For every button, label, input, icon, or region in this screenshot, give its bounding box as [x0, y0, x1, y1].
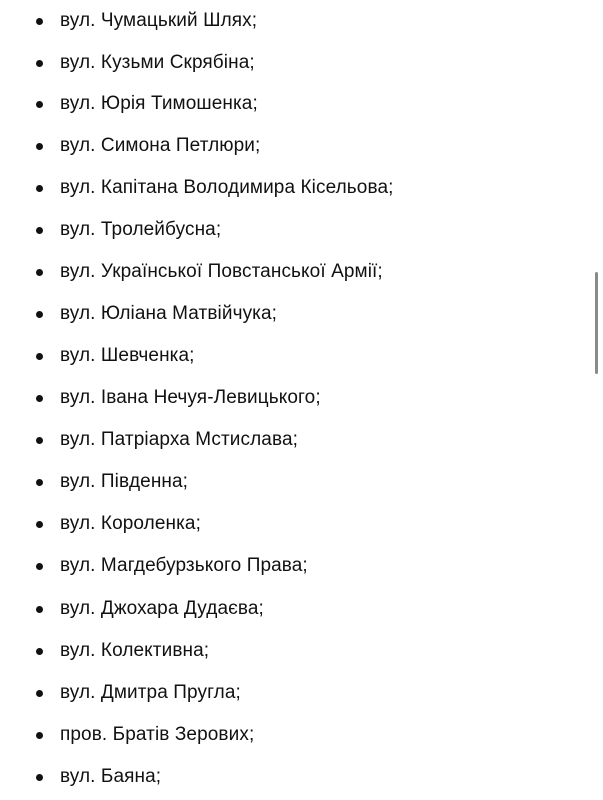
street-name: вул. Івана Нечуя-Левицького; [60, 387, 321, 408]
bullet-icon [36, 353, 43, 360]
bullet-icon [36, 774, 43, 781]
street-name: вул. Шевченка; [60, 345, 195, 366]
bullet-icon [36, 101, 43, 108]
bullet-icon [36, 395, 43, 402]
bullet-icon [36, 437, 43, 444]
street-name: вул. Симона Петлюри; [60, 135, 261, 156]
bullet-icon [36, 185, 43, 192]
street-name: вул. Патріарха Мстислава; [60, 429, 298, 450]
street-name: вул. Юліана Матвійчука; [60, 303, 278, 324]
street-name: пров. Братів Зерових; [60, 724, 255, 745]
bullet-icon [36, 18, 43, 25]
bullet-icon [36, 521, 43, 528]
street-name: вул. Дмитра Пругла; [60, 682, 241, 703]
street-name: вул. Української Повстанської Армії; [60, 261, 383, 282]
street-name: вул. Колективна; [60, 640, 210, 661]
bullet-icon [36, 311, 43, 318]
street-name: вул. Юрія Тимошенка; [60, 93, 258, 114]
street-name: вул. Капітана Володимира Кісельова; [60, 177, 394, 198]
bullet-icon [36, 563, 43, 570]
bullet-icon [36, 143, 43, 150]
vertical-scrollbar[interactable] [595, 272, 598, 374]
street-name: вул. Магдебурзького Права; [60, 555, 308, 576]
street-name: вул. Тролейбусна; [60, 219, 222, 240]
street-name: вул. Короленка; [60, 513, 201, 534]
street-name: вул. Кузьми Скрябіна; [60, 52, 255, 73]
street-name: вул. Баяна; [60, 766, 162, 787]
street-name: вул. Джохара Дудаєва; [60, 598, 264, 619]
bullet-icon [36, 60, 43, 67]
bullet-icon [36, 227, 43, 234]
bullet-icon [36, 732, 43, 739]
bullet-icon [36, 690, 43, 697]
bullet-icon [36, 269, 43, 276]
street-name: вул. Чумацький Шлях; [60, 10, 258, 31]
street-name: вул. Південна; [60, 471, 189, 492]
bullet-icon [36, 606, 43, 613]
bullet-icon [36, 648, 43, 655]
bullet-icon [36, 479, 43, 486]
